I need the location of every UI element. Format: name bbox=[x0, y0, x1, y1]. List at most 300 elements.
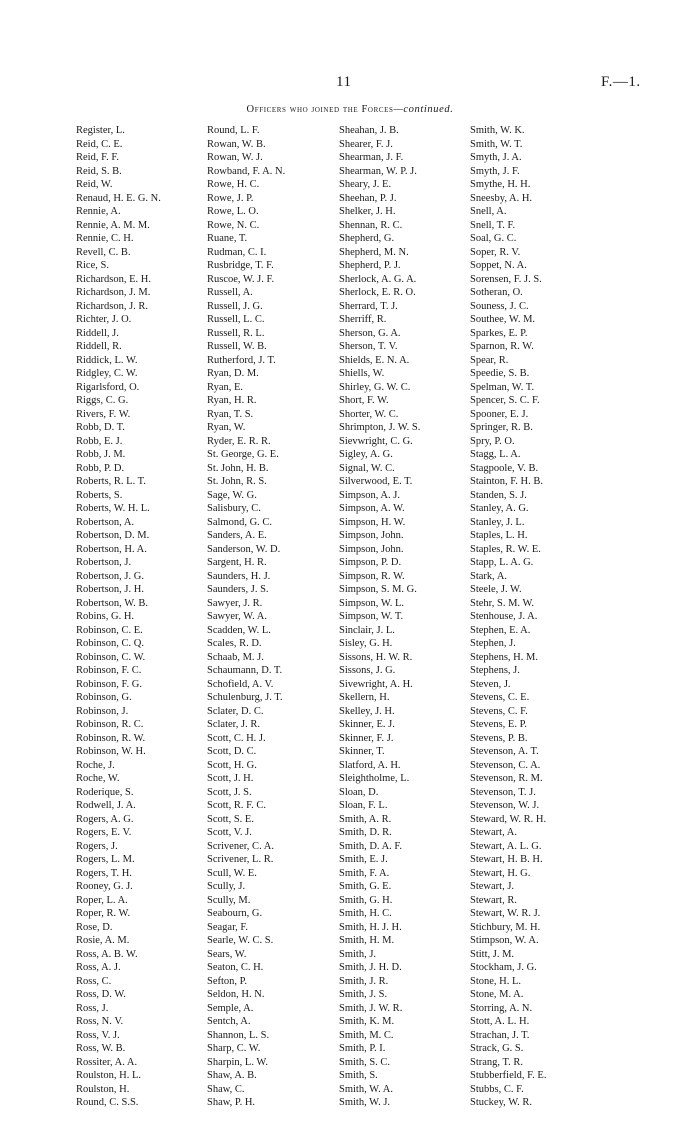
name-entry: Spooner, E. J. bbox=[470, 408, 529, 420]
name-entry: Signal, W. C. bbox=[339, 462, 395, 474]
name-entry: Shennan, R. C. bbox=[339, 219, 403, 231]
name-entry: Shepherd, P. J. bbox=[339, 260, 401, 271]
name-entry: Robinson, C. Q. bbox=[76, 638, 144, 649]
name-entry: Robb, J. M. bbox=[76, 449, 126, 460]
name-entry: Robinson, W. H. bbox=[76, 746, 146, 757]
name-entry: Rose, D. bbox=[76, 921, 113, 933]
name-entry: Sawyer, W. A. bbox=[207, 611, 267, 622]
name-entry: St. John, R. S. bbox=[207, 476, 267, 487]
name-entry: Scott, C. H. J. bbox=[207, 732, 266, 744]
name-entry: Smith, H. J. H. bbox=[339, 921, 402, 933]
name-entry: Sinclair, J. L. bbox=[339, 624, 395, 636]
name-entry: Shepherd, M. N. bbox=[339, 246, 409, 258]
names-column-1 bbox=[76, 124, 211, 1110]
name-entry: Robertson, A. bbox=[76, 516, 135, 528]
names-column-3 bbox=[339, 124, 474, 1110]
name-entry: Scully, M. bbox=[207, 894, 251, 906]
name-entry: Rennie, A. bbox=[76, 206, 121, 217]
name-entry: Riddell, J. bbox=[76, 327, 119, 339]
name-entry: Scott, S. E. bbox=[207, 813, 254, 825]
name-entry: Rogers, J. bbox=[76, 840, 118, 852]
name-entry: Shearman, J. F. bbox=[339, 152, 404, 163]
name-entry: Stuckey, W. R. bbox=[470, 1097, 533, 1108]
name-entry: Shiells, W. bbox=[339, 368, 385, 379]
name-entry: Roper, R. W. bbox=[76, 908, 131, 919]
name-entry: Stevens, C. F. bbox=[470, 705, 528, 717]
name-entry: Reid, F. F. bbox=[76, 152, 119, 163]
name-entry: Smith, H. C. bbox=[339, 908, 392, 919]
name-entry: Sherlock, E. R. O. bbox=[339, 287, 416, 298]
name-entry: Sissons, H. W. R. bbox=[339, 651, 413, 663]
name-entry: Smith, D. R. bbox=[339, 827, 392, 838]
name-entry: Shrimpton, J. W. S. bbox=[339, 422, 421, 433]
name-entry: Ryder, E. R. R. bbox=[207, 435, 271, 447]
name-entry: Smyth, J. F. bbox=[470, 165, 520, 177]
name-entry: Roche, W. bbox=[76, 773, 120, 784]
name-entry: Ross, V. J. bbox=[76, 1029, 120, 1041]
name-entry: Stenhouse, J. A. bbox=[470, 611, 538, 622]
name-entry: Stone, M. A. bbox=[470, 989, 524, 1000]
name-entry: Searle, W. C. S. bbox=[207, 935, 274, 946]
name-entry: Rennie, A. M. M. bbox=[76, 219, 150, 231]
name-entry: Reid, S. B. bbox=[76, 165, 122, 177]
name-entry: Scott, V. J. bbox=[207, 827, 252, 838]
name-entry: Stichbury, M. H. bbox=[470, 921, 541, 933]
name-entry: Stewart, J. bbox=[470, 881, 515, 892]
name-entry: Smith, K. M. bbox=[339, 1016, 395, 1027]
name-entry: Smith, S. bbox=[339, 1070, 378, 1081]
name-entry: Robinson, C. E. bbox=[76, 624, 143, 636]
name-entry: Ross, J. bbox=[76, 1002, 109, 1014]
name-entry: Stehr, S. M. W. bbox=[470, 597, 535, 609]
name-entry: Rossiter, A. A. bbox=[76, 1056, 138, 1068]
name-entry: Scott, J. S. bbox=[207, 786, 252, 798]
name-entry: Smith, J. W. R. bbox=[339, 1002, 403, 1014]
name-entry: Snell, A. bbox=[470, 206, 507, 217]
name-entry: Stevens, C. E. bbox=[470, 692, 530, 703]
name-entry: Robinson, R. W. bbox=[76, 732, 146, 744]
name-entry: Scott, J. H. bbox=[207, 773, 254, 784]
name-entry: Rusbridge, T. F. bbox=[207, 260, 274, 271]
name-entry: Stimpson, W. A. bbox=[470, 935, 539, 946]
name-entry: Ross, W. B. bbox=[76, 1043, 126, 1054]
name-entry: Smith, P. I. bbox=[339, 1043, 386, 1054]
name-entry: Schaab, M. J. bbox=[207, 651, 264, 663]
name-entry: Sigley, A. G. bbox=[339, 449, 393, 460]
name-entry: Roberts, W. H. L. bbox=[76, 503, 150, 514]
name-entry: Shelker, J. H. bbox=[339, 206, 396, 217]
names-column-4 bbox=[470, 124, 605, 1110]
name-entry: Smith, E. J. bbox=[339, 854, 388, 865]
name-entry: Sivewright, A. H. bbox=[339, 678, 413, 690]
name-entry: Smith, H. M. bbox=[339, 935, 395, 946]
name-entry: Rowan, W. B. bbox=[207, 138, 266, 150]
name-entry: Sievwright, C. G. bbox=[339, 435, 413, 447]
name-entry: Round, L. F. bbox=[207, 125, 260, 136]
name-entry: Richardson, E. H. bbox=[76, 273, 151, 285]
name-entry: Smith, D. A. F. bbox=[339, 840, 403, 852]
name-entry: Simpson, John. bbox=[339, 543, 404, 555]
name-entry: Smith, W. K. bbox=[470, 125, 525, 136]
name-entry: St. John, H. B. bbox=[207, 462, 269, 474]
name-entry: Salisbury, C. bbox=[207, 503, 261, 514]
name-entry: Ross, C. bbox=[76, 975, 112, 987]
name-entry: Schofield, A. V. bbox=[207, 678, 274, 690]
name-entry: St. George, G. E. bbox=[207, 449, 279, 460]
name-entry: Short, F. W. bbox=[339, 395, 389, 406]
name-entry: Shearer, F. J. bbox=[339, 138, 393, 150]
name-entry: Stevenson, T. J. bbox=[470, 786, 536, 798]
name-entry: Sage, W. G. bbox=[207, 489, 257, 501]
name-entry: Skinner, T. bbox=[339, 746, 385, 757]
name-entry: Rowe, H. C. bbox=[207, 179, 260, 190]
name-entry: Shannon, L. S. bbox=[207, 1029, 270, 1041]
name-entry: Sorensen, F. J. S. bbox=[470, 273, 542, 285]
name-entry: Stanley, A. G. bbox=[470, 503, 529, 514]
name-entry: Stitt, J. M. bbox=[470, 948, 515, 960]
name-entry: Stagg, L. A. bbox=[470, 449, 521, 460]
name-entry: Rogers, T. H. bbox=[76, 867, 132, 879]
name-entry: Silverwood, E. T. bbox=[339, 476, 413, 487]
name-entry: Simpson, W. L. bbox=[339, 597, 405, 609]
name-entry: Ruscoe, W. J. F. bbox=[207, 273, 275, 285]
name-entry: Robins, G. H. bbox=[76, 611, 135, 622]
name-entry: Riddell, R. bbox=[76, 341, 122, 352]
name-entry: Simpson, John. bbox=[339, 530, 404, 541]
name-entry: Stubbs, C. F. bbox=[470, 1083, 524, 1095]
name-entry: Smith, G. H. bbox=[339, 894, 393, 906]
name-entry: Rowe, L. O. bbox=[207, 206, 259, 217]
name-entry: Stevenson, W. J. bbox=[470, 800, 540, 811]
name-entry: Shaw, P. H. bbox=[207, 1097, 256, 1108]
name-entry: Salmond, G. C. bbox=[207, 516, 273, 528]
name-entry: Shields, E. N. A. bbox=[339, 354, 410, 366]
name-entry: Stevenson, R. M. bbox=[470, 773, 543, 784]
name-entry: Rosie, A. M. bbox=[76, 935, 130, 946]
name-entry: Stagpoole, V. B. bbox=[470, 462, 539, 474]
name-entry: Soper, R. V. bbox=[470, 246, 521, 258]
name-entry: Rogers, E. V. bbox=[76, 827, 132, 838]
name-entry: Sloan, D. bbox=[339, 786, 379, 798]
name-entry: Saunders, J. S. bbox=[207, 584, 269, 595]
name-entry: Strang, T. R. bbox=[470, 1056, 523, 1068]
names-column-2 bbox=[207, 124, 342, 1110]
name-entry: Spear, R. bbox=[470, 354, 509, 366]
name-entry: Schulenburg, J. T. bbox=[207, 692, 283, 703]
name-entry: Robertson, H. A. bbox=[76, 543, 147, 555]
name-entry: Stubberfield, F. E. bbox=[470, 1070, 547, 1081]
name-entry: Simpson, P. D. bbox=[339, 557, 402, 568]
name-entry: Strack, G. S. bbox=[470, 1043, 524, 1054]
name-entry: Shirley, G. W. C. bbox=[339, 381, 411, 393]
name-entry: Roberts, S. bbox=[76, 489, 123, 501]
name-entry: Rooney, G. J. bbox=[76, 881, 133, 892]
name-entry: Stevenson, A. T. bbox=[470, 746, 539, 757]
name-entry: Shaw, A. B. bbox=[207, 1070, 257, 1081]
name-entry: Richardson, J. R. bbox=[76, 300, 149, 312]
name-entry: Rodwell, J. A. bbox=[76, 800, 136, 811]
name-entry: Smith, J. S. bbox=[339, 989, 388, 1000]
name-entry: Sheehan, P. J. bbox=[339, 192, 397, 204]
name-entry: Stephens, J. bbox=[470, 665, 520, 676]
name-entry: Robinson, F. G. bbox=[76, 678, 142, 690]
name-entry: Staples, R. W. E. bbox=[470, 543, 541, 555]
name-entry: Shearman, W. P. J. bbox=[339, 165, 417, 177]
name-entry: Stockham, J. G. bbox=[470, 962, 537, 973]
name-entry: Ross, N. V. bbox=[76, 1016, 124, 1027]
name-entry: Smith, J. R. bbox=[339, 975, 389, 987]
name-entry: Robinson, R. C. bbox=[76, 719, 144, 730]
name-entry: Seabourn, G. bbox=[207, 908, 263, 919]
name-entry: Robertson, D. M. bbox=[76, 530, 150, 541]
name-entry: Robinson, F. C. bbox=[76, 665, 142, 676]
name-entry: Strachan, J. T. bbox=[470, 1029, 530, 1041]
name-entry: Robinson, G. bbox=[76, 692, 132, 703]
name-entry: Register, L. bbox=[76, 125, 125, 136]
name-entry: Snell, T. F. bbox=[470, 219, 516, 231]
name-entry: Sherson, G. A. bbox=[339, 327, 401, 339]
name-entry: Roderique, S. bbox=[76, 786, 134, 798]
name-entry: Reid, C. E. bbox=[76, 138, 123, 150]
name-entry: Sanders, A. E. bbox=[207, 530, 267, 541]
name-entry: Storring, A. N. bbox=[470, 1002, 533, 1014]
name-entry: Sawyer, J. R. bbox=[207, 597, 263, 609]
name-entry: Sherson, T. V. bbox=[339, 341, 398, 352]
name-entry: Seaton, C. H. bbox=[207, 962, 264, 973]
name-entry: Simpson, A. J. bbox=[339, 489, 400, 501]
name-entry: Skinner, F. J. bbox=[339, 732, 394, 744]
name-entry: Stone, H. L. bbox=[470, 975, 522, 987]
name-entry: Ryan, W. bbox=[207, 422, 246, 433]
section-heading-title: Officers who joined the Forces bbox=[246, 104, 394, 115]
name-entry: Sisley, G. H. bbox=[339, 638, 393, 649]
name-entry: Stevens, E. P. bbox=[470, 719, 527, 730]
name-entry: Richter, J. O. bbox=[76, 314, 132, 325]
name-entry: Simpson, W. T. bbox=[339, 611, 404, 622]
name-entry: Russell, R. L. bbox=[207, 327, 265, 339]
name-entry: Sheary, J. E. bbox=[339, 179, 392, 190]
name-entry: Ryan, T. S. bbox=[207, 408, 254, 420]
name-entry: Steven, J. bbox=[470, 678, 511, 690]
name-entry: Ryan, E. bbox=[207, 381, 244, 393]
name-entry: Simpson, S. M. G. bbox=[339, 584, 417, 595]
name-entry: Rogers, L. M. bbox=[76, 854, 135, 865]
name-entry: Ridgley, C. W. bbox=[76, 368, 138, 379]
name-entry: Roulston, H. L. bbox=[76, 1070, 142, 1081]
name-entry: Scrivener, C. A. bbox=[207, 840, 274, 852]
name-entry: Ryan, D. M. bbox=[207, 368, 259, 379]
name-entry: Roberts, R. L. T. bbox=[76, 476, 146, 487]
name-entry: Smith, M. C. bbox=[339, 1029, 394, 1041]
name-entry: Sherrard, T. J. bbox=[339, 300, 398, 312]
name-entry: Smith, F. A. bbox=[339, 867, 390, 879]
name-entry: Robinson, J. bbox=[76, 705, 129, 717]
name-entry: Spelman, W. T. bbox=[470, 381, 535, 393]
name-entry: Smith, G. E. bbox=[339, 881, 392, 892]
name-entry: Skelley, J. H. bbox=[339, 705, 395, 717]
name-entry: Smith, S. C. bbox=[339, 1056, 391, 1068]
name-entry: Semple, A. bbox=[207, 1002, 254, 1014]
name-entry: Riggs, C. G. bbox=[76, 395, 129, 406]
name-entry: Simpson, H. W. bbox=[339, 516, 406, 528]
name-entry: Smythe, H. H. bbox=[470, 179, 531, 190]
name-entry: Stewart, R. bbox=[470, 894, 517, 906]
name-entry: Simpson, R. W. bbox=[339, 570, 405, 582]
name-entry: Stainton, F. H. B. bbox=[470, 476, 543, 487]
name-entry: Sotheran, O. bbox=[470, 287, 523, 298]
name-entry: Steward, W. R. H. bbox=[470, 813, 547, 825]
name-entry: Russell, L. C. bbox=[207, 314, 265, 325]
name-entry: Ross, A. J. bbox=[76, 962, 121, 973]
name-entry: Seagar, F. bbox=[207, 921, 249, 933]
name-entry: Scott, R. F. C. bbox=[207, 800, 266, 811]
name-entry: Staples, L. H. bbox=[470, 530, 528, 541]
name-entry: Stott, A. L. H. bbox=[470, 1016, 530, 1027]
name-entry: Revell, C. B. bbox=[76, 246, 131, 258]
name-entry: Scully, J. bbox=[207, 881, 246, 892]
name-entry: Simpson, A. W. bbox=[339, 503, 405, 514]
name-entry: Scull, W. E. bbox=[207, 867, 257, 879]
name-entry: Smith, W. A. bbox=[339, 1083, 393, 1095]
name-entry: Spencer, S. C. F. bbox=[470, 395, 540, 406]
name-entry: Robb, E. J. bbox=[76, 435, 123, 447]
name-entry: Roche, J. bbox=[76, 759, 115, 771]
name-entry: Sissons, J. G. bbox=[339, 665, 396, 676]
name-entry: Sparnon, R. W. bbox=[470, 341, 534, 352]
name-entry: Rowe, J. P. bbox=[207, 192, 254, 204]
name-entry: Ruane, T. bbox=[207, 233, 248, 244]
name-entry: Saunders, H. J. bbox=[207, 570, 271, 582]
name-entry: Sheahan, J. B. bbox=[339, 125, 399, 136]
name-entry: Scott, H. G. bbox=[207, 759, 257, 771]
name-entry: Ross, D. W. bbox=[76, 989, 126, 1000]
name-entry: Stephens, H. M. bbox=[470, 651, 538, 663]
name-entry: Renaud, H. E. G. N. bbox=[76, 192, 161, 204]
name-entry: Robertson, J. bbox=[76, 557, 132, 568]
name-entry: Spry, P. O. bbox=[470, 435, 515, 447]
name-entry: Skellern, H. bbox=[339, 692, 390, 703]
name-entry: Rowe, N. C. bbox=[207, 219, 260, 231]
name-entry: Slatford, A. H. bbox=[339, 759, 401, 771]
name-entry: Smith, J. bbox=[339, 948, 377, 960]
name-entry: Standen, S. J. bbox=[470, 489, 527, 501]
name-entry: Sanderson, W. D. bbox=[207, 543, 281, 555]
name-entry: Stewart, H. G. bbox=[470, 867, 531, 879]
section-heading bbox=[0, 104, 700, 115]
name-entry: Shepherd, G. bbox=[339, 233, 395, 244]
name-entry: Sherriff, R. bbox=[339, 314, 387, 325]
name-entry: Roulston, H. bbox=[76, 1083, 130, 1095]
name-entry: Soppet, N. A. bbox=[470, 260, 527, 271]
name-entry: Smith, W. J. bbox=[339, 1097, 391, 1108]
name-columns bbox=[76, 124, 676, 1108]
name-entry: Sharp, C. W. bbox=[207, 1043, 261, 1054]
name-entry: Shorter, W. C. bbox=[339, 408, 399, 420]
name-entry: Rowband, F. A. N. bbox=[207, 165, 286, 177]
name-entry: Robertson, J. G. bbox=[76, 570, 144, 582]
name-entry: Stephen, E. A. bbox=[470, 624, 531, 636]
name-entry: Reid, W. bbox=[76, 179, 113, 190]
name-entry: Sharpin, L. W. bbox=[207, 1056, 268, 1068]
name-entry: Stewart, W. R. J. bbox=[470, 908, 541, 919]
name-entry: Robertson, J. H. bbox=[76, 584, 144, 595]
name-entry: Stapp, L. A. G. bbox=[470, 557, 534, 568]
name-entry: Round, C. S.S. bbox=[76, 1097, 139, 1108]
name-entry: Rennie, C. H. bbox=[76, 233, 134, 244]
name-entry: Richardson, J. M. bbox=[76, 287, 151, 298]
name-entry: Soal, G. C. bbox=[470, 233, 517, 244]
name-entry: Sefton, P. bbox=[207, 975, 247, 987]
name-entry: Scott, D. C. bbox=[207, 746, 257, 757]
name-entry: Sneesby, A. H. bbox=[470, 192, 533, 204]
name-entry: Roper, L. A. bbox=[76, 894, 128, 906]
name-entry: Sparkes, E. P. bbox=[470, 327, 528, 339]
name-entry: Stark, A. bbox=[470, 570, 508, 582]
name-entry: Rivers, F. W. bbox=[76, 408, 131, 420]
name-entry: Scadden, W. L. bbox=[207, 624, 271, 636]
name-entry: Souness, J. C. bbox=[470, 300, 529, 312]
name-entry: Rowan, W. J. bbox=[207, 152, 263, 163]
name-entry: Seldon, H. N. bbox=[207, 989, 265, 1000]
name-entry: Riddick, L. W. bbox=[76, 354, 138, 366]
name-entry: Rice, S. bbox=[76, 260, 109, 271]
name-entry: Smith, W. T. bbox=[470, 138, 523, 150]
page-reference: F.—1. bbox=[601, 74, 641, 90]
name-entry: Stewart, A. bbox=[470, 827, 517, 838]
name-entry: Scrivener, L. R. bbox=[207, 854, 274, 865]
name-entry: Smith, J. H. D. bbox=[339, 962, 402, 973]
name-entry: Sentch, A. bbox=[207, 1016, 251, 1027]
name-entry: Robinson, C. W. bbox=[76, 651, 146, 663]
name-entry: Ryan, H. R. bbox=[207, 395, 257, 406]
name-entry: Stevens, P. B. bbox=[470, 732, 528, 744]
name-entry: Robb, P. D. bbox=[76, 462, 125, 474]
name-entry: Russell, A. bbox=[207, 287, 253, 298]
name-entry: Robb, D. T. bbox=[76, 422, 125, 433]
page-number: 11 bbox=[336, 74, 352, 90]
name-entry: Speedie, S. B. bbox=[470, 368, 530, 379]
name-entry: Russell, W. B. bbox=[207, 341, 267, 352]
name-entry: Sloan, F. L. bbox=[339, 800, 388, 811]
name-entry: Sherlock, A. G. A. bbox=[339, 273, 417, 285]
name-entry: Russell, J. G. bbox=[207, 300, 263, 312]
name-entry: Sears, W. bbox=[207, 948, 247, 960]
name-entry: Skinner, E. J. bbox=[339, 719, 395, 730]
name-entry: Ross, A. B. W. bbox=[76, 948, 138, 960]
name-entry: Rogers, A. G. bbox=[76, 813, 134, 825]
name-entry: Sleightholme, L. bbox=[339, 773, 410, 784]
name-entry: Schaumann, D. T. bbox=[207, 665, 283, 676]
name-entry: Rutherford, J. T. bbox=[207, 354, 276, 366]
section-heading-continued: —continued. bbox=[393, 104, 454, 115]
name-entry: Sargent, H. R. bbox=[207, 557, 267, 568]
name-entry: Southee, W. M. bbox=[470, 314, 536, 325]
name-entry: Rudman, C. I. bbox=[207, 246, 267, 258]
name-entry: Robertson, W. B. bbox=[76, 597, 149, 609]
name-entry: Smith, A. R. bbox=[339, 813, 392, 825]
name-entry: Smyth, J. A. bbox=[470, 152, 522, 163]
name-entry: Stanley, J. L. bbox=[470, 516, 525, 528]
name-entry: Stewart, A. L. G. bbox=[470, 840, 542, 852]
name-entry: Rigarlsford, O. bbox=[76, 381, 140, 393]
name-entry: Springer, R. B. bbox=[470, 422, 533, 433]
name-entry: Stewart, H. B. H. bbox=[470, 854, 543, 865]
name-entry: Sclater, D. C. bbox=[207, 705, 264, 717]
name-entry: Steele, J. W. bbox=[470, 584, 522, 595]
name-entry: Stephen, J. bbox=[470, 638, 516, 649]
name-entry: Shaw, C. bbox=[207, 1083, 245, 1095]
name-entry: Stevenson, C. A. bbox=[470, 759, 541, 771]
